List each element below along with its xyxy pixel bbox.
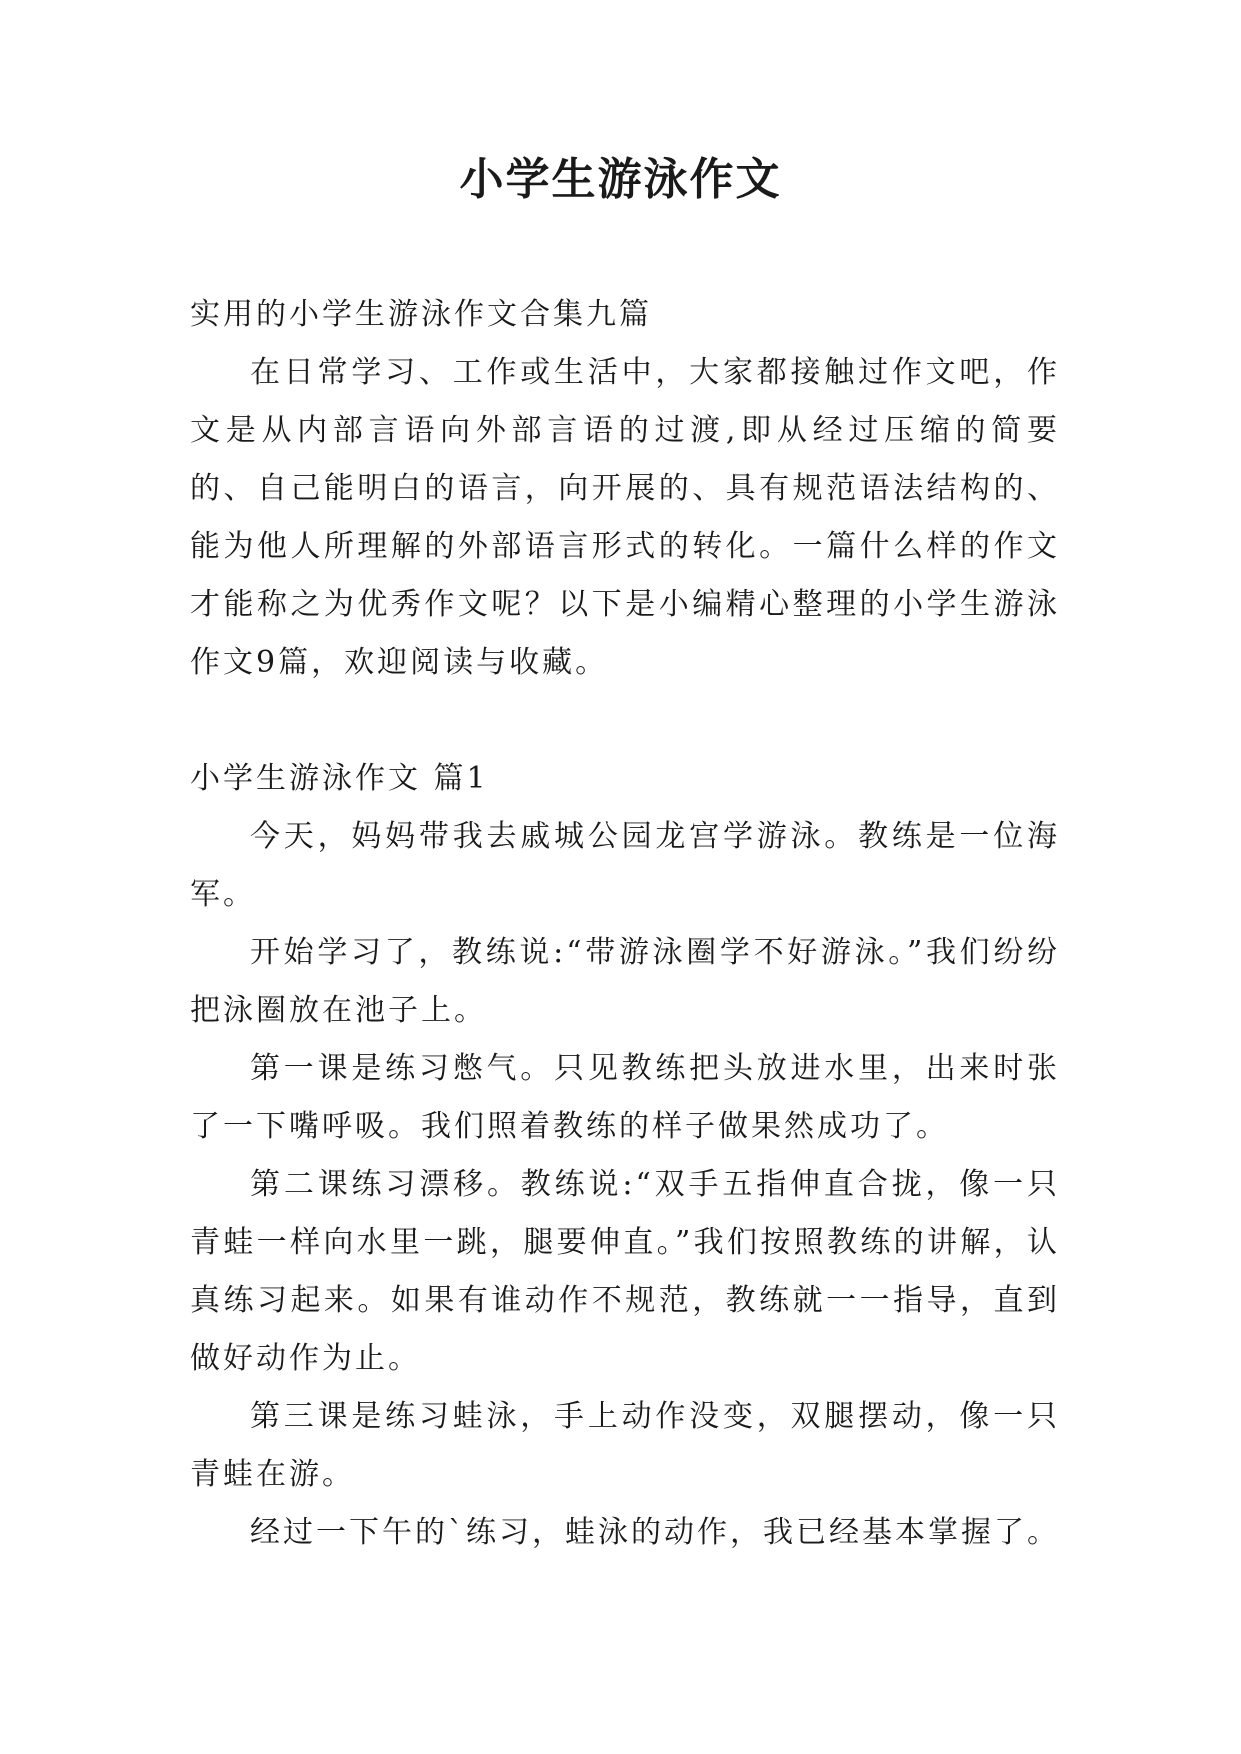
- body-paragraph: 经过一下午的`练习，蛙泳的动作，我已经基本掌握了。: [250, 1515, 1060, 1550]
- body-paragraph: 第二课练习漂移。教练说:“双手五指伸直合拢，像一只青蛙一样向水里一跳，腿要伸直。”我们按照教练的讲解，认真练习起来。如果有谁动作不规范，教练就一一指导，直到做好动作为止。: [190, 1167, 1060, 1376]
- intro-paragraph: 在日常学习、工作或生活中，大家都接触过作文吧，作文是从内部言语向外部言语的过渡,即从经过压缩的简要的、自己能明白的语言，向开展的、具有规范语法结构的、能为他人所理解的外部语言形式的转化。一篇什么样的作文才能称之为优秀作文呢？以下是小编精心整理的小学生游泳作文9篇，欢迎阅读与收藏。: [190, 355, 1060, 680]
- document-title: 小学生游泳作文: [459, 154, 782, 205]
- section-heading: 小学生游泳作文 篇1: [190, 761, 489, 796]
- body-paragraph: 第一课是练习憋气。只见教练把头放进水里，出来时张了一下嘴呼吸。我们照着教练的样子做果然成功了。: [190, 1051, 1060, 1144]
- document-subtitle: 实用的小学生游泳作文合集九篇: [190, 297, 652, 332]
- body-paragraph: 今天，妈妈带我去戚城公园龙宫学游泳。教练是一位海军。: [190, 819, 1060, 912]
- body-paragraph: 第三课是练习蛙泳，手上动作没变，双腿摆动，像一只青蛙在游。: [190, 1399, 1060, 1492]
- section-gap: [190, 692, 1060, 750]
- document-body: [190, 286, 1060, 1562]
- body-paragraph: 开始学习了，教练说:“带游泳圈学不好游泳。”我们纷纷把泳圈放在池子上。: [190, 935, 1060, 1028]
